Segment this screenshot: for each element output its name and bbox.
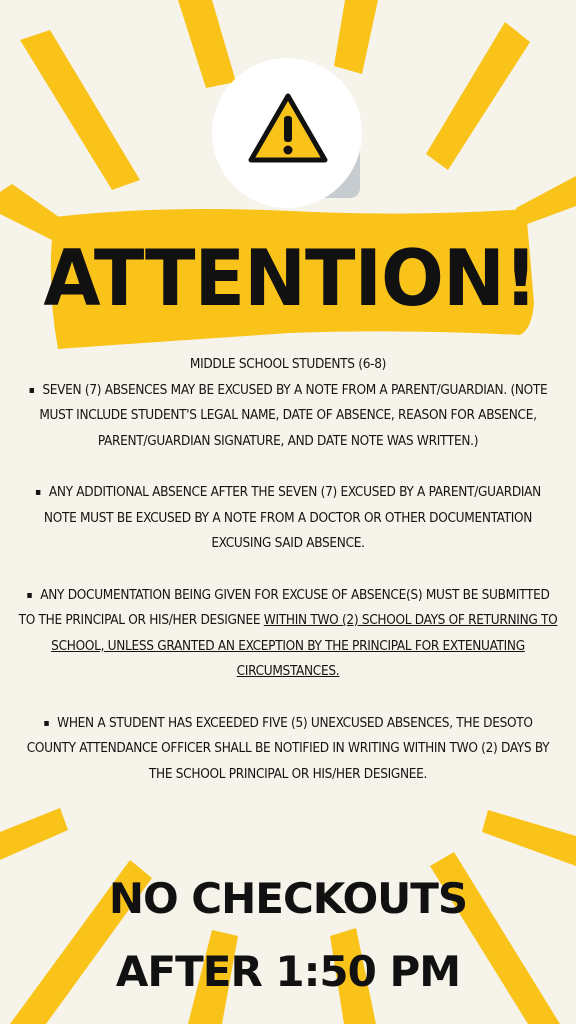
- ray: [334, 0, 378, 74]
- bullet-item: [18, 480, 558, 557]
- footer-line-1: NO CHECKOUTS: [108, 874, 468, 923]
- bullet-text: SEVEN (7) ABSENCES MAY BE EXCUSED BY A NOTE FROM A PARENT/GUARDIAN. (NOTE MUST INCLUDE STUDENT'S LEGAL NAME, DATE OF ABSENCE, REASON FOR ABSENCE, PARENT/GUARDIAN SIGNATURE, AND DATE NOTE WAS WRITTEN.): [39, 381, 548, 449]
- policy-text: [18, 352, 558, 787]
- subheading: MIDDLE SCHOOL STUDENTS (6-8): [189, 356, 387, 372]
- bullet-item: [18, 583, 558, 685]
- bullet-item: [18, 378, 558, 455]
- ray: [426, 22, 530, 170]
- warning-triangle-icon: [248, 92, 328, 164]
- underlined-deadline: WITHIN TWO (2) SCHOOL DAYS OF RETURNING TO SCHOOL, UNLESS GRANTED AN EXCEPTION BY THE PRINCIPAL FOR EXTENUATING CIRCUMSTANCES.: [51, 612, 558, 679]
- bullet-text: ANY DOCUMENTATION BEING GIVEN FOR EXCUSE OF ABSENCE(S) MUST BE SUBMITTED TO THE PRINCIPAL OR HIS/HER DESIGNEE: [18, 586, 550, 628]
- ray: [178, 0, 236, 88]
- bullet-marker: ▪: [35, 487, 41, 498]
- bullet-text: ANY ADDITIONAL ABSENCE AFTER THE SEVEN (7) EXCUSED BY A PARENT/GUARDIAN NOTE MUST BE EXCUSED BY A NOTE FROM A DOCTOR OR OTHER DOCUMENTATION EXCUSING SAID ABSENCE.: [43, 484, 541, 551]
- bullet-text: WHEN A STUDENT HAS EXCEEDED FIVE (5) UNEXCUSED ABSENCES, THE DESOTO COUNTY ATTENDANCE OFFICER SHALL BE NOTIFIED IN WRITING WITHIN TWO (2) DAYS BY THE SCHOOL PRINCIPAL OR HIS/HER DESIGNEE.: [26, 714, 550, 782]
- ray: [0, 808, 68, 860]
- headline: ATTENTION!: [43, 233, 537, 325]
- bullet-marker: ▪: [26, 589, 33, 601]
- ray: [20, 30, 140, 190]
- ray: [482, 810, 576, 866]
- bullet-item: [18, 711, 558, 788]
- bullet-marker: ▪: [43, 717, 50, 729]
- footer-line-2: AFTER 1:50 PM: [115, 947, 461, 996]
- bullet-marker: ▪: [28, 384, 35, 396]
